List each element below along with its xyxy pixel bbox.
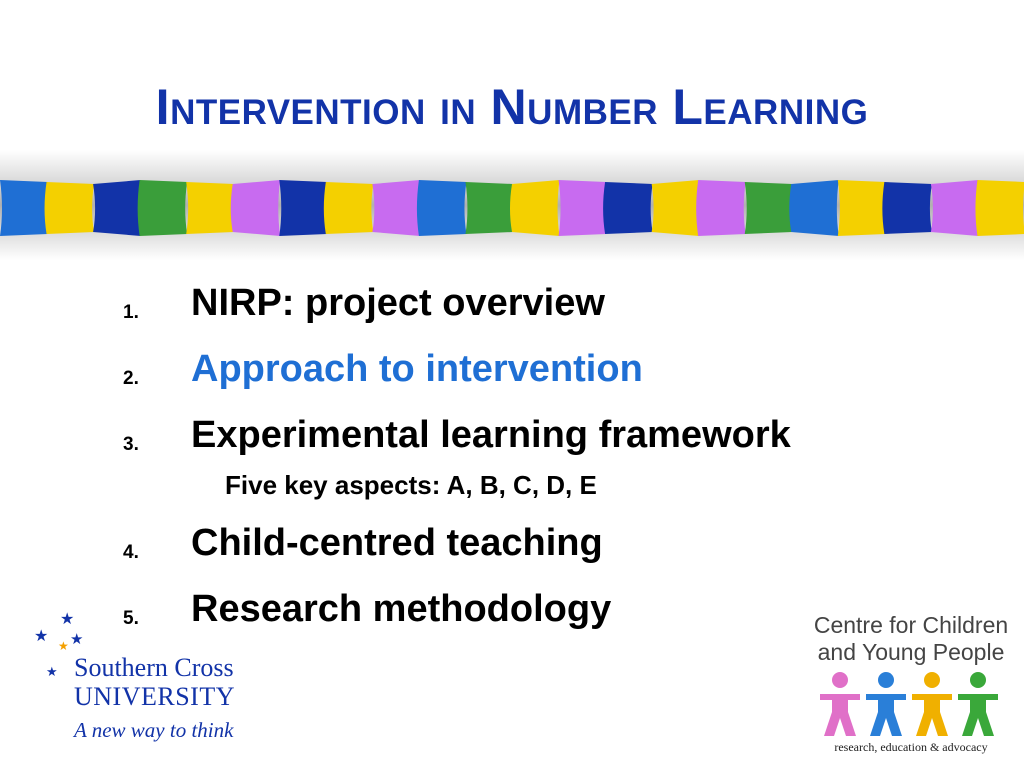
agenda-label: NIRP: project overview (191, 282, 605, 324)
band-segment (231, 180, 281, 236)
band-segment (652, 180, 702, 236)
svg-text:★: ★ (58, 639, 69, 653)
band-segment (931, 180, 981, 236)
child-figure-icon (820, 672, 860, 736)
band-segment (138, 180, 188, 236)
band-segment (45, 182, 95, 234)
agenda-number: 2. (123, 368, 139, 389)
slide-title: Intervention in Number Learning (155, 79, 869, 135)
band-segment (186, 182, 236, 234)
agenda-number: 5. (123, 608, 139, 629)
svg-text:★: ★ (34, 626, 49, 645)
svg-text:★: ★ (60, 609, 75, 628)
agenda-number: 4. (123, 542, 139, 563)
color-band (0, 174, 1024, 244)
band-segment (838, 180, 888, 236)
child-figure-icon (958, 672, 998, 736)
ccyp-tagline: research, education & advocacy (834, 740, 988, 754)
ccyp-name-line2: and Young People (817, 639, 1005, 665)
svg-text:★: ★ (70, 630, 84, 648)
agenda-subtext: Five key aspects: A, B, C, D, E (225, 470, 597, 500)
agenda-label: Research methodology (191, 588, 612, 630)
band-segment (789, 180, 839, 236)
band-segment (417, 180, 467, 236)
band-segment (93, 180, 143, 236)
band-segment (510, 180, 560, 236)
band-segment (882, 182, 932, 234)
child-figure-icon (866, 672, 906, 736)
ccyp-logo (806, 612, 1016, 760)
southern-cross-university-logo (30, 608, 300, 748)
agenda-label: Child-centred teaching (191, 522, 603, 564)
band-segment (975, 180, 1024, 236)
band-segment (465, 182, 515, 234)
children-figures-icon (816, 670, 1006, 740)
band-segment (372, 180, 422, 236)
band-segment (745, 182, 795, 234)
svg-text:★: ★ (46, 665, 58, 678)
agenda-number: 3. (123, 434, 139, 455)
band-segment (279, 180, 329, 236)
band-segment (559, 180, 609, 236)
band-segment (324, 182, 374, 234)
agenda-number: 1. (123, 302, 139, 323)
scu-name: Southern Cross (74, 653, 234, 682)
ccyp-name (806, 612, 1016, 666)
scu-university: UNIVERSITY (74, 682, 235, 711)
band-segment (603, 182, 653, 234)
agenda-label-active: Approach to intervention (191, 348, 643, 390)
ccyp-name-line1: Centre for Children (813, 612, 1009, 638)
scu-tagline: A new way to think (74, 718, 234, 742)
child-figure-icon (912, 672, 952, 736)
band-segment (696, 180, 746, 236)
band-segment (0, 180, 50, 236)
agenda-label: Experimental learning framework (191, 414, 791, 456)
